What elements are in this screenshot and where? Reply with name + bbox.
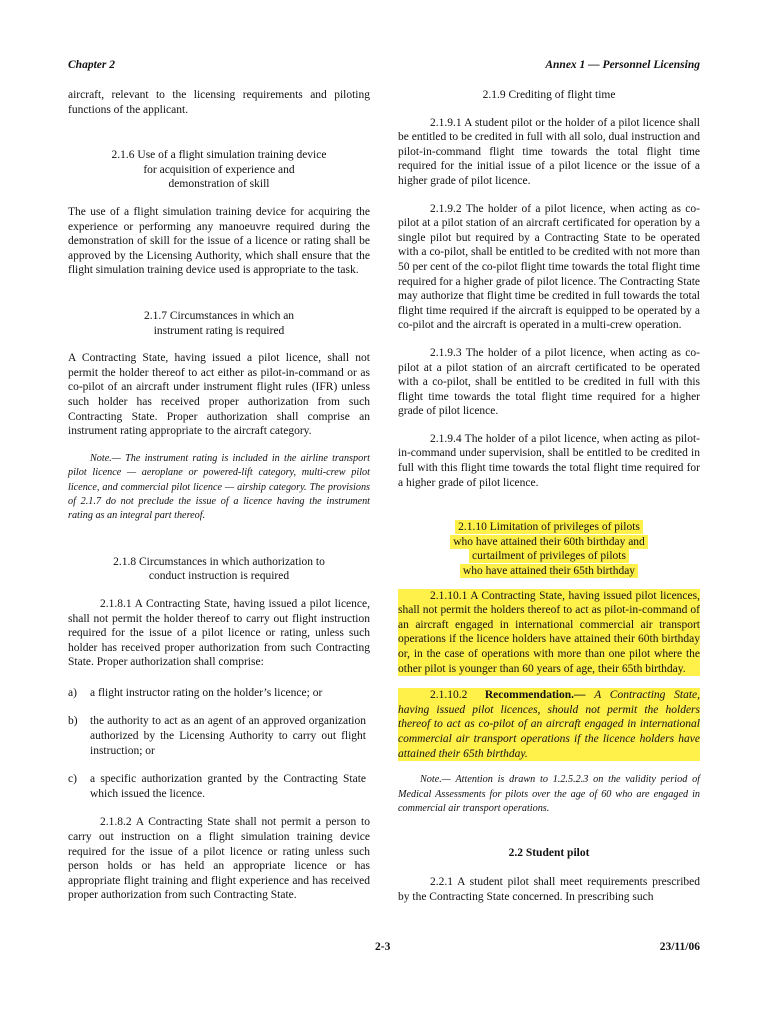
paragraph-2-1-9-3: 2.1.9.3 The holder of a pilot licence, when acting as co-pilot at a pilot station of an aircraft certificated to be operated with a co-pilot, shall be entitled to be credited in full with this flight time towards the total flight time required for a higher grade of pilot licence. [398,346,700,418]
list-item-label: c) [68,773,77,786]
paragraph-2-1-9-1: 2.1.9.1 A student pilot or the holder of a pilot licence shall be entitled to be credited in full with all solo, dual instruction and pilot-in-command flight time towards the total flight time required for the initial issue of a pilot licence or the issue of a higher grade of pilot licence. [398,116,700,187]
paragraph-2-1-7: A Contracting State, having issued a pilot licence, shall not permit the holder thereof to act either as pilot-in-command or as co-pilot of an aircraft under instrument flight rules (IFR) unless such holder has received proper authorization from such Contracting State. Proper authorization shall comprise an instrument rating appropriate to the aircraft category. [68,352,370,438]
heading-2-1-8 [68,555,370,584]
heading-line: 2.1.10 Limitation of privileges of pilots [455,520,643,534]
paragraph-2-1-10-2 [398,688,700,761]
paragraph-2-1-8-2: 2.1.8.2 A Contracting State shall not permit a person to carry out instruction on a flight simulation training device required for the issue of a pilot licence or rating unless such person holds or has held an appropriate licence or has appropriate flight training and flight experience and has received proper authorization from such Contracting State. [68,816,370,902]
paragraph-2-1-8-1: 2.1.8.1 A Contracting State, having issued a pilot licence, shall not permit the holder thereof to carry out flight instruction required for the issue of a pilot licence or rating, unless such holder has received proper authorization from such Contracting State. Proper authorization shall comprise: [68,597,370,669]
heading-line: instrument rating is required [153,324,285,337]
heading-line: 2.1.6 Use of a flight simulation training device [111,149,327,162]
paragraph-2-1-6: The use of a flight simulation training device for acquiring the experience or performing any manoeuvre required during the demonstration of skill for the issue of a licence or rating shall be approved by the Licensing Authority, which shall ensure that the flight simulation training device used is appropriate to the task. [68,205,370,277]
heading-2-1-10 [398,520,700,578]
heading-line: who have attained their 65th birthday [460,564,638,578]
right-column [398,88,700,904]
list-item-label: b) [68,715,78,728]
list-item-label: a) [68,686,77,699]
left-column [68,88,370,903]
list-item [68,772,370,801]
authorization-list [68,686,370,802]
page-footer [68,940,700,956]
list-item [68,714,370,758]
heading-2-1-6 [68,148,370,192]
chapter-label: Chapter 2 [68,59,115,71]
list-item-text: a flight instructor rating on the holder’s licence; or [90,686,323,699]
paragraph-2-1-9-4: 2.1.9.4 The holder of a pilot licence, when acting as pilot-in-command under supervision, shall be entitled to be credited in full with this flight time towards the total flight time required for a higher grade of pilot licence. [398,432,700,489]
paragraph-intro: aircraft, relevant to the licensing requirements and piloting functions of the applicant. [68,89,370,116]
page-header [68,58,700,74]
heading-line: 2.1.7 Circumstances in which an [143,309,295,322]
paragraph-2-2-1: 2.2.1 A student pilot shall meet requirements prescribed by the Contracting State concerned. In prescribing such [398,875,700,903]
revision-date: 23/11/06 [659,941,700,953]
heading-line: for acquisition of experience and [143,163,295,176]
heading-line: curtailment of privileges of pilots [469,549,629,563]
list-item-text: a specific authorization granted by the Contracting State which issued the licence. [90,773,366,800]
note-2-1-7: Note.— The instrument rating is included in the airline transport pilot licence — aeroplane or powered-lift category, multi-crew pilot licence, and commercial pilot licence — airship category. The provisions of 2.1.7 do not preclude the issue of a licence having the instrument rating as an integral part thereof. [68,452,370,522]
heading-line: conduct instruction is required [148,570,290,583]
list-item-text: the authority to act as an agent of an approved organization authorized by the Licensing Authority to carry out flight instruction; or [90,715,366,757]
paragraph-number: 2.1.10.2 [430,689,468,702]
note-2-1-10: Note.— Attention is drawn to 1.2.5.2.3 on the validity period of Medical Assessments for pilots over the age of 60 who are engaged in commercial air transport operations. [398,774,700,814]
recommendation-text: A Contracting State, having issued pilot licences, should not permit the holders thereof to act as co-pilot of an aircraft engaged in international commercial air transport operations if the licence holders have attained their 65th birthday. [398,689,701,760]
recommendation-label: Recommendation.— [484,689,586,702]
heading-line: who have attained their 60th birthday and [450,535,648,549]
heading-line: 2.1.8 Circumstances in which authorization to [113,555,325,568]
heading-2-1-7 [68,309,370,338]
heading-2-1-9: 2.1.9 Crediting of flight time [482,89,616,101]
heading-2-2: 2.2 Student pilot [508,847,590,860]
page-number: 2-3 [375,941,391,953]
heading-line: demonstration of skill [168,178,270,191]
annex-title: Annex 1 — Personnel Licensing [545,59,700,71]
paragraph-2-1-9-2: 2.1.9.2 The holder of a pilot licence, when acting as co-pilot at a pilot station of an aircraft certificated for operation by a single pilot but required by a Contracting State to be operated with a co-pilot, shall be entitled to be credited with not more than 50 per cent of the co-pilot flight time towards the total flight time required for a higher grade of pilot licence. The Contracting State may authorize that flight time be credited in full towards the total flight time required if the aircraft is equipped to be operated by a co-pilot and the aircraft is operated in a multi-crew operation. [398,202,700,332]
paragraph-2-1-10-1: 2.1.10.1 A Contracting State, having issued pilot licences, shall not permit the holders thereof to act as pilot-in-command of an aircraft engaged in international commercial air transport operations if the licence holders have attained their 60th birthday or, in the case of operations with more than one pilot where the other pilot is younger than 60 years of age, their 65th birthday. [398,589,700,675]
list-item [68,686,370,701]
